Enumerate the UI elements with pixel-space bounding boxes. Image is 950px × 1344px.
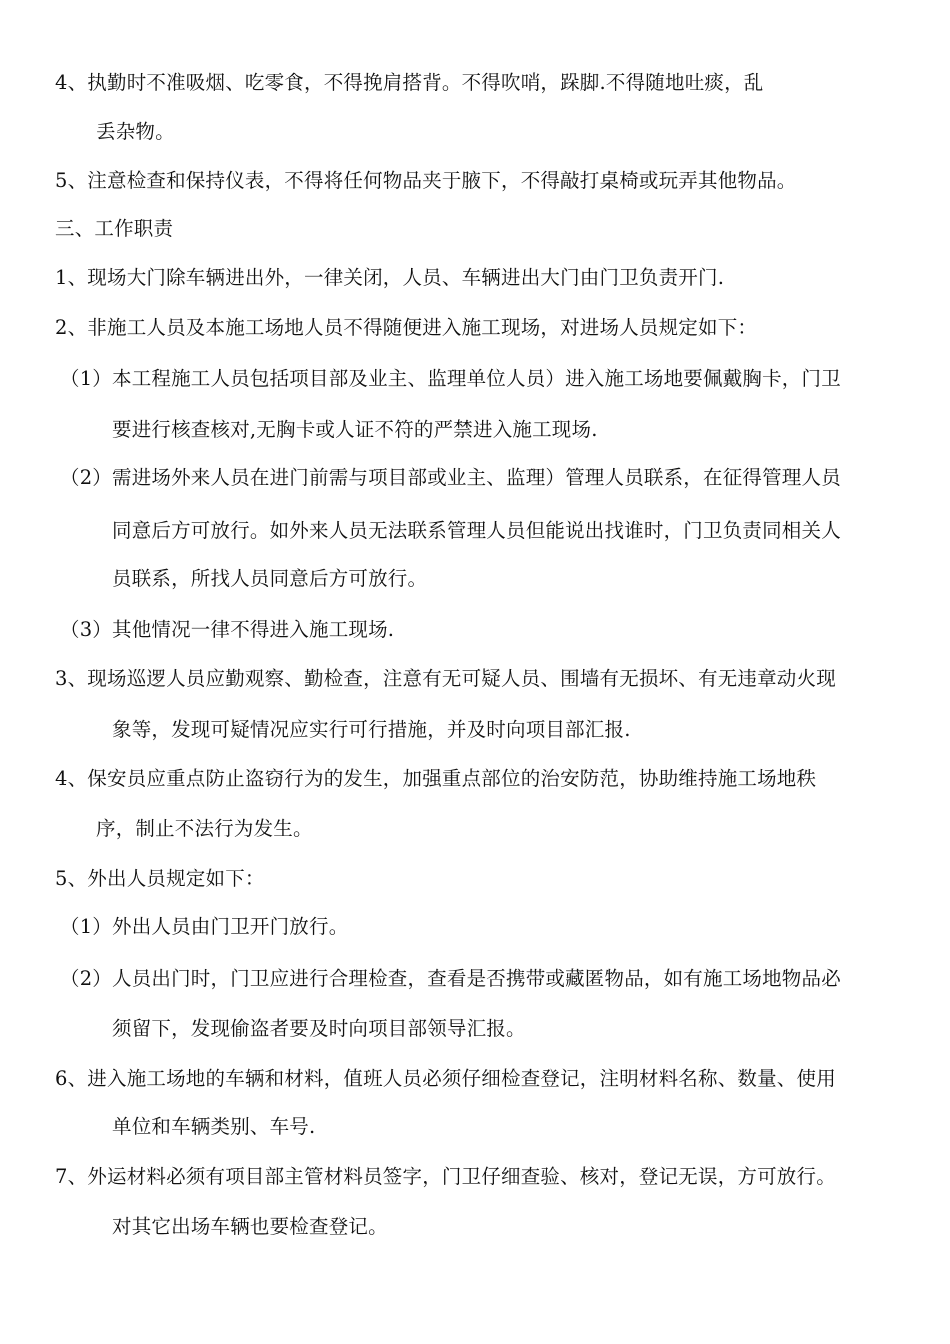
duty-5-item-1: （1）外出人员由门卫开门放行。 — [60, 915, 349, 938]
duty-3-line-1: 3、现场巡逻人员应勤观察、勤检查，注意有无可疑人员、围墙有无损坏、有无违章动火现 — [55, 667, 836, 690]
duty-7-line-2: 对其它出场车辆也要检查登记。 — [112, 1215, 388, 1238]
duty-2-item-1-line-2: 要进行核查核对,无胸卡或人证不符的严禁进入施工现场. — [112, 418, 598, 441]
rule-4-line-2: 丢杂物。 — [96, 120, 175, 143]
duty-5: 5、外出人员规定如下： — [55, 867, 265, 890]
duty-2-item-2-line-2: 同意后方可放行。如外来人员无法联系管理人员但能说出找谁时，门卫负责同相关人 — [112, 519, 841, 542]
duty-4-line-1: 4、保安员应重点防止盗窃行为的发生，加强重点部位的治安防范，协助维持施工场地秩 — [55, 767, 817, 790]
duty-3-line-2: 象等，发现可疑情况应实行可行措施，并及时向项目部汇报. — [112, 718, 631, 741]
duty-2: 2、非施工人员及本施工场地人员不得随便进入施工现场，对进场人员规定如下： — [55, 316, 758, 339]
duty-6-line-1: 6、进入施工场地的车辆和材料，值班人员必须仔细检查登记，注明材料名称、数量、使用 — [55, 1067, 836, 1090]
duty-2-item-1-line-1: （1）本工程施工人员包括项目部及业主、监理单位人员）进入施工场地要佩戴胸卡，门卫 — [60, 367, 841, 390]
duty-6-line-2: 单位和车辆类别、车号. — [112, 1115, 316, 1138]
duty-5-item-2-line-2: 须留下，发现偷盗者要及时向项目部领导汇报。 — [112, 1017, 526, 1040]
duty-1: 1、现场大门除车辆进出外，一律关闭，人员、车辆进出大门由门卫负责开门. — [55, 266, 725, 289]
rule-4-line-1: 4、执勤时不准吸烟、吃零食，不得挽肩搭背。不得吹哨，跺脚.不得随地吐痰，乱 — [55, 71, 764, 94]
duty-2-item-2-line-3: 员联系，所找人员同意后方可放行。 — [112, 567, 428, 590]
duty-2-item-2-line-1: （2）需进场外来人员在进门前需与项目部或业主、监理）管理人员联系，在征得管理人员 — [60, 466, 841, 489]
duty-2-item-3: （3）其他情况一律不得进入施工现场. — [60, 618, 395, 641]
duty-7-line-1: 7、外运材料必须有项目部主管材料员签字，门卫仔细查验、核对，登记无误，方可放行。 — [55, 1165, 836, 1188]
rule-5: 5、注意检查和保持仪表，不得将任何物品夹于腋下，不得敲打桌椅或玩弄其他物品。 — [55, 169, 797, 192]
section-heading-duties: 三、工作职责 — [55, 217, 174, 240]
duty-4-line-2: 序，制止不法行为发生。 — [96, 817, 313, 840]
duty-5-item-2-line-1: （2）人员出门时，门卫应进行合理检查，查看是否携带或藏匿物品，如有施工场地物品必 — [60, 967, 841, 990]
